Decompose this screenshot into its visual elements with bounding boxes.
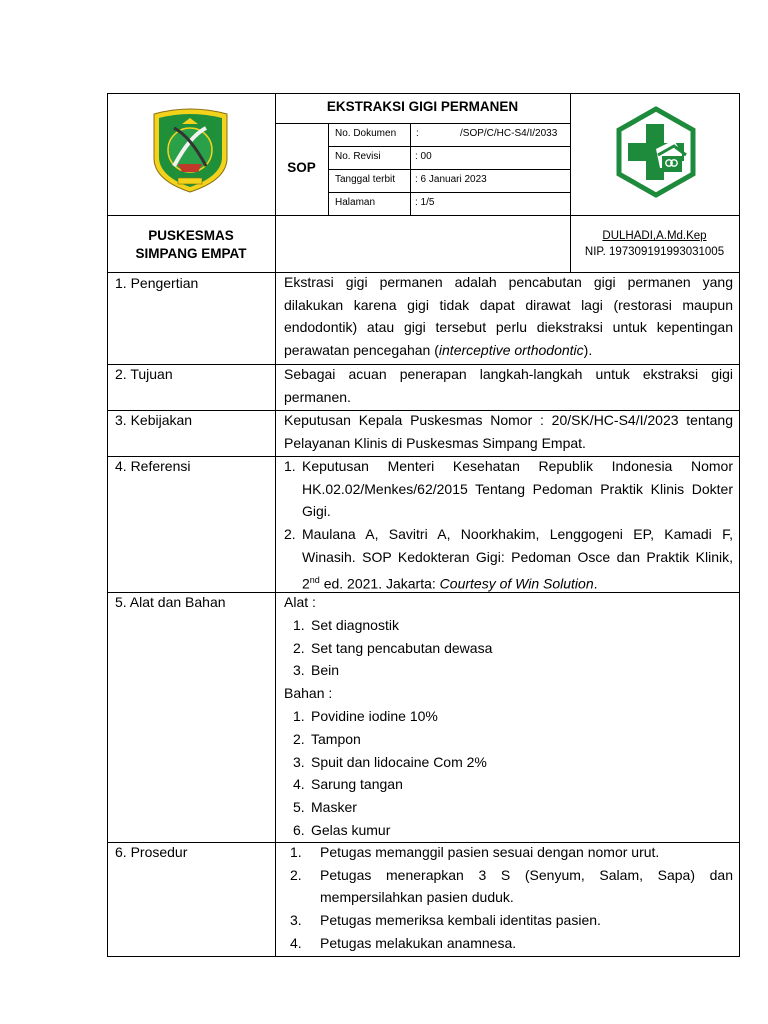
row-label-pengertian: 1. Pengertian xyxy=(115,275,199,291)
list-item-number: 5. xyxy=(293,799,305,816)
row-text-kebijakan: Keputusan Kepala Puskesmas Nomor : 20/SK/HC-S4/I/2023 tentang Pelayanan Klinis di Puskesmas Simpang Empat. xyxy=(284,412,733,451)
list-item-text: Povidine iodine 10% xyxy=(311,707,438,724)
list-item-number: 4. xyxy=(290,934,302,951)
row-text-tujuan: Sebagai acuan penerapan langkah-langkah untuk ekstraksi gigi permanen. xyxy=(284,366,733,405)
puskesmas-logo xyxy=(610,106,702,198)
puskesmas-cross-icon xyxy=(610,106,702,198)
list-item xyxy=(290,864,733,909)
list-item-text-b: ed. 2021. Jakarta: xyxy=(319,575,440,592)
table-border-left xyxy=(107,93,108,957)
list-item-text: Tampon xyxy=(311,730,361,747)
table-border-right xyxy=(739,93,740,957)
meta-value-no-dokumen: /SOP/C/HC-S4/I/2033 xyxy=(460,128,558,139)
list-item-text: Spuit dan lidocaine Com 2% xyxy=(311,753,487,770)
meta-sep-no-dokumen: : xyxy=(416,128,419,139)
row-label-kebijakan: 3. Kebijakan xyxy=(115,412,193,428)
list-item-number: 1. xyxy=(293,707,305,724)
list-item-text: Gelas kumur xyxy=(311,821,391,838)
regency-emblem-icon xyxy=(148,106,233,194)
table-line-title-bottom xyxy=(275,123,570,124)
org-name-line2: SIMPANG EMPAT xyxy=(135,246,247,261)
list-item-text: Bein xyxy=(311,662,340,679)
meta-label-no-dokumen: No. Dokumen xyxy=(335,128,397,139)
table-line-meta-1 xyxy=(328,146,570,147)
sop-label: SOP xyxy=(287,160,316,175)
list-item xyxy=(284,614,733,637)
list-item-text-c: . xyxy=(593,575,598,592)
referensi-list xyxy=(284,455,733,595)
table-border-top xyxy=(107,93,740,94)
pengertian-text-italic: interceptive orthodontic xyxy=(438,342,584,359)
list-item-number: 2. xyxy=(293,639,305,656)
list-item-number: 2. xyxy=(284,526,296,543)
pengertian-text-a: Ekstrasi gigi permanen adalah pencabutan gigi permanen yang dilakukan karena gigi tidak dapat dirawat lagi (restorasi maupun endodontik) atau gigi tersebut perlu diekstraksi untuk kepentingan perawatan pencegahan ( xyxy=(284,274,733,359)
alat-bahan-content xyxy=(284,591,733,842)
table-line-col1 xyxy=(275,93,276,957)
row-text-pengertian xyxy=(284,271,733,362)
list-item-text: Sarung tangan xyxy=(311,776,403,793)
list-item xyxy=(284,796,733,819)
row-label-tujuan: 2. Tujuan xyxy=(115,366,173,382)
meta-label-no-revisi: No. Revisi xyxy=(335,151,381,162)
list-item-text: Keputusan Menteri Kesehatan Republik Indonesia Nomor HK.02.02/Menkes/62/2015 Tentang Pedoman Praktik Klinis Dokter Gigi. xyxy=(302,458,733,520)
document-title: EKSTRAKSI GIGI PERMANEN xyxy=(326,99,519,114)
table-line-meta-col2 xyxy=(410,123,411,216)
list-item xyxy=(284,751,733,774)
list-item-number: 1. xyxy=(290,844,302,860)
table-line-meta-col1 xyxy=(328,123,329,216)
alat-title: Alat : xyxy=(284,594,316,610)
meta-label-halaman: Halaman xyxy=(335,197,376,208)
list-item xyxy=(284,637,733,660)
list-item-italic: Courtesy of Win Solution xyxy=(439,575,594,592)
meta-value-tanggal-terbit: : 6 Januari 2023 xyxy=(415,174,487,185)
list-item xyxy=(284,728,733,751)
pengertian-text-b: ). xyxy=(583,342,593,359)
list-item-number: 1. xyxy=(284,458,296,474)
list-item xyxy=(284,659,733,682)
regency-logo xyxy=(148,106,233,194)
list-item xyxy=(284,773,733,796)
list-item xyxy=(290,909,733,932)
list-item xyxy=(284,819,733,842)
signer-name: DULHADI,A.Md.Kep xyxy=(602,230,707,242)
row-label-alat-bahan: 5. Alat dan Bahan xyxy=(115,594,226,610)
list-item xyxy=(290,932,733,955)
list-item-text: Petugas memeriksa kembali identitas pasien. xyxy=(320,912,601,929)
list-item-number: 3. xyxy=(293,753,305,770)
table-line-meta-2 xyxy=(328,169,570,170)
table-line-header-bottom xyxy=(107,215,740,216)
list-item xyxy=(284,455,733,523)
org-name-line1: PUSKESMAS xyxy=(148,228,234,243)
meta-value-halaman: : 1/5 xyxy=(415,197,435,208)
list-item-text: Petugas melakukan anamnesa. xyxy=(320,934,517,951)
list-item xyxy=(290,841,733,864)
list-item-number: 6. xyxy=(293,821,305,838)
list-item-text: Set tang pencabutan dewasa xyxy=(311,639,493,656)
prosedur-list xyxy=(290,841,733,955)
list-item-number: 4. xyxy=(293,776,305,793)
list-item-text: Petugas memanggil pasien sesuai dengan nomor urut. xyxy=(320,844,660,860)
table-border-bottom xyxy=(107,956,740,957)
list-item-number: 3. xyxy=(290,912,302,929)
list-item-text: Maulana A, Savitri A, Noorkhakim, Lenggogeni EP, Kamadi F, Winasih. SOP Kedokteran Gigi: Pedoman Osce dan Praktik Klinik, 2 xyxy=(302,526,733,592)
list-item-superscript: nd xyxy=(309,574,320,585)
list-item-text: Masker xyxy=(311,799,357,816)
list-item-number: 1. xyxy=(293,616,305,633)
list-item-number: 2. xyxy=(290,866,302,883)
signer-nip: NIP. 197309191993031005 xyxy=(584,246,725,258)
table-line-meta-3 xyxy=(328,192,570,193)
row-label-referensi: 4. Referensi xyxy=(115,458,191,474)
list-item xyxy=(284,523,733,595)
list-item-number: 3. xyxy=(293,662,305,679)
meta-label-tanggal-terbit: Tanggal terbit xyxy=(335,174,396,185)
row-label-prosedur: 6. Prosedur xyxy=(115,844,188,860)
bahan-title: Bahan : xyxy=(284,685,333,702)
meta-value-no-revisi: : 00 xyxy=(415,151,432,162)
list-item-number: 2. xyxy=(293,730,305,747)
list-item-text: Set diagnostik xyxy=(311,616,399,633)
list-item xyxy=(284,705,733,728)
list-item-text: Petugas menerapkan 3 S (Senyum, Salam, Sapa) dan mempersilahkan pasien duduk. xyxy=(320,866,733,906)
